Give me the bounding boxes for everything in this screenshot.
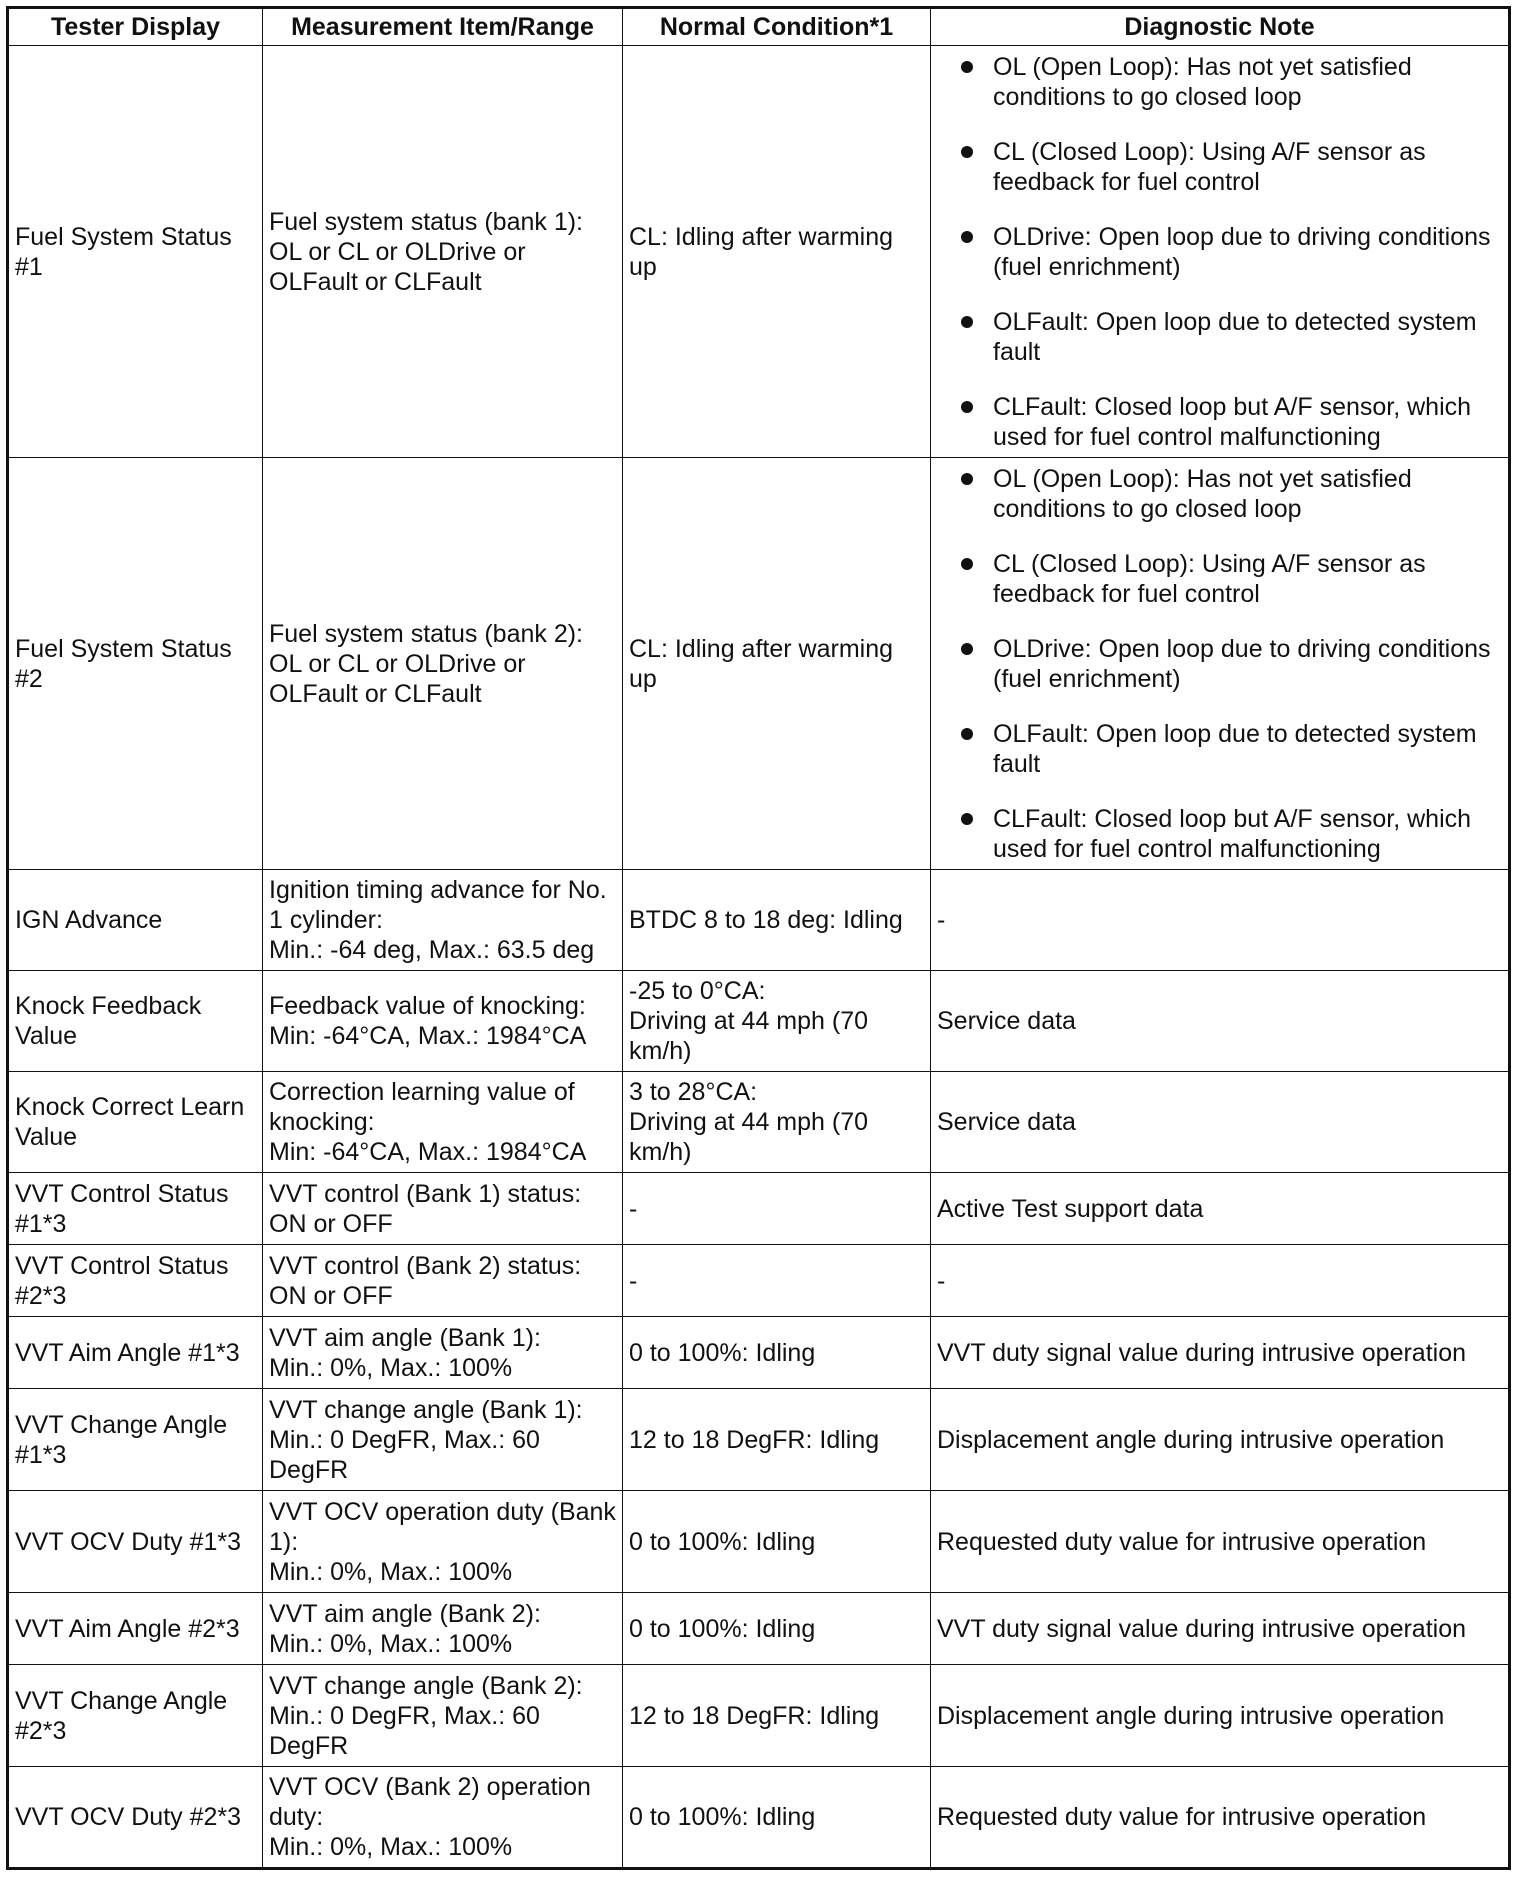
diagnostic-note-item: [937, 719, 1502, 779]
cell-tester-display-text: VVT Aim Angle #2*3: [15, 1614, 240, 1643]
cell-normal-condition: [623, 1173, 931, 1245]
cell-measurement-text: VVT change angle (Bank 2): Min.: 0 DegFR, Max.: 60 DegFR: [269, 1671, 583, 1760]
cell-normal-condition: [623, 458, 931, 870]
cell-normal-condition-text: -25 to 0°CA: Driving at 44 mph (70 km/h): [629, 977, 869, 1065]
cell-tester-display-text: Knock Feedback Value: [15, 992, 202, 1050]
cell-tester-display-text: VVT OCV Duty #2*3: [15, 1803, 242, 1831]
diagnostic-note-item: [937, 307, 1502, 367]
cell-measurement: [263, 46, 623, 458]
tester-data-table: [6, 6, 1511, 1870]
cell-normal-condition-text: CL: Idling after warming up: [629, 222, 894, 281]
cell-normal-condition-text: 12 to 18 DegFR: Idling: [629, 1425, 880, 1454]
cell-measurement: [263, 1593, 623, 1665]
document-page: [6, 6, 1508, 1870]
cell-normal-condition-text: 0 to 100%: Idling: [629, 1614, 816, 1643]
cell-measurement-text: VVT aim angle (Bank 1): Min.: 0%, Max.: 100%: [269, 1323, 541, 1382]
cell-normal-condition: [623, 1491, 931, 1593]
cell-normal-condition-text: -: [629, 1266, 638, 1295]
cell-tester-display: [8, 870, 263, 971]
cell-tester-display: [8, 1593, 263, 1665]
bullet-icon: [961, 728, 973, 740]
cell-diagnostic-note-text: Active Test support data: [937, 1194, 1204, 1223]
cell-tester-display: [8, 1665, 263, 1767]
cell-normal-condition-text: 12 to 18 DegFR: Idling: [629, 1701, 880, 1730]
cell-tester-display-text: Knock Correct Learn Value: [15, 1093, 245, 1151]
table-row: [8, 46, 1510, 458]
bullet-icon: [961, 813, 973, 825]
cell-measurement-text: VVT OCV (Bank 2) operation duty: Min.: 0%, Max.: 100%: [269, 1773, 591, 1861]
diagnostic-note-text: OLFault: Open loop due to detected system fault: [993, 719, 1477, 778]
cell-normal-condition: [623, 1317, 931, 1389]
table-row: [8, 1317, 1510, 1389]
bullet-icon: [961, 231, 973, 243]
column-header-measurement: Measurement Item/Range: [263, 8, 623, 46]
cell-tester-display: [8, 1767, 263, 1869]
diagnostic-note-item: [937, 804, 1502, 864]
cell-diagnostic-note: [931, 1389, 1510, 1491]
cell-normal-condition: [623, 1072, 931, 1173]
diagnostic-note-item: [937, 52, 1502, 112]
cell-normal-condition: [623, 971, 931, 1072]
cell-tester-display-text: IGN Advance: [15, 906, 163, 934]
bullet-icon: [961, 316, 973, 328]
cell-diagnostic-note-text: -: [937, 906, 946, 934]
table-row: [8, 1593, 1510, 1665]
column-header-normal-condition: Normal Condition*1: [623, 8, 931, 46]
cell-tester-display: [8, 1173, 263, 1245]
cell-tester-display-text: Fuel System Status #1: [15, 222, 232, 281]
cell-tester-display-text: VVT Control Status #1*3: [15, 1179, 229, 1238]
diagnostic-note-item: [937, 137, 1502, 197]
cell-tester-display: [8, 971, 263, 1072]
cell-tester-display: [8, 1491, 263, 1593]
cell-tester-display-text: VVT Control Status #2*3: [15, 1251, 229, 1310]
cell-measurement: [263, 1245, 623, 1317]
cell-normal-condition-text: -: [629, 1194, 638, 1223]
cell-measurement-text: Fuel system status (bank 1): OL or CL or OLDrive or OLFault or CLFault: [269, 207, 584, 296]
cell-measurement: [263, 971, 623, 1072]
cell-tester-display-text: VVT OCV Duty #1*3: [15, 1527, 242, 1556]
cell-measurement: [263, 1173, 623, 1245]
bullet-icon: [961, 401, 973, 413]
cell-measurement-text: VVT control (Bank 1) status: ON or OFF: [269, 1179, 582, 1238]
cell-diagnostic-note-text: Displacement angle during intrusive operation: [937, 1425, 1445, 1454]
cell-measurement: [263, 1665, 623, 1767]
cell-measurement-text: VVT control (Bank 2) status: ON or OFF: [269, 1251, 582, 1310]
cell-tester-display: [8, 1389, 263, 1491]
table-row: [8, 1072, 1510, 1173]
table-row: [8, 458, 1510, 870]
cell-diagnostic-note-text: Service data: [937, 1007, 1076, 1035]
cell-diagnostic-note-text: Displacement angle during intrusive operation: [937, 1701, 1445, 1730]
table-row: [8, 870, 1510, 971]
diagnostic-note-list: [937, 462, 1502, 866]
cell-normal-condition: [623, 1665, 931, 1767]
cell-measurement-text: Fuel system status (bank 2): OL or CL or OLDrive or OLFault or CLFault: [269, 619, 584, 708]
bullet-icon: [961, 558, 973, 570]
bullet-icon: [961, 473, 973, 485]
column-header-diagnostic-note: Diagnostic Note: [931, 8, 1510, 46]
cell-tester-display-text: Fuel System Status #2: [15, 634, 232, 693]
diagnostic-note-item: [937, 634, 1502, 694]
cell-tester-display: [8, 1072, 263, 1173]
cell-diagnostic-note: [931, 458, 1510, 870]
table-row: [8, 1665, 1510, 1767]
cell-measurement: [263, 1767, 623, 1869]
cell-diagnostic-note: [931, 1072, 1510, 1173]
cell-measurement: [263, 1317, 623, 1389]
cell-diagnostic-note-text: VVT duty signal value during intrusive operation: [937, 1614, 1467, 1643]
cell-diagnostic-note: [931, 1491, 1510, 1593]
cell-normal-condition-text: 0 to 100%: Idling: [629, 1338, 816, 1367]
cell-diagnostic-note: [931, 1767, 1510, 1869]
cell-diagnostic-note-text: -: [937, 1266, 946, 1295]
cell-normal-condition: [623, 1593, 931, 1665]
table-row: [8, 1767, 1510, 1869]
cell-normal-condition: [623, 1767, 931, 1869]
diagnostic-note-text: CL (Closed Loop): Using A/F sensor as feedback for fuel control: [993, 137, 1426, 196]
cell-normal-condition-text: CL: Idling after warming up: [629, 634, 894, 693]
diagnostic-note-item: [937, 222, 1502, 282]
cell-diagnostic-note-text: VVT duty signal value during intrusive operation: [937, 1338, 1467, 1367]
cell-diagnostic-note: [931, 1593, 1510, 1665]
table-header-row: [8, 8, 1510, 46]
cell-normal-condition: [623, 1245, 931, 1317]
diagnostic-note-text: CLFault: Closed loop but A/F sensor, which used for fuel control malfunctioning: [993, 804, 1472, 863]
diagnostic-note-text: CL (Closed Loop): Using A/F sensor as feedback for fuel control: [993, 549, 1426, 608]
cell-diagnostic-note: [931, 46, 1510, 458]
cell-measurement: [263, 1491, 623, 1593]
cell-diagnostic-note: [931, 1173, 1510, 1245]
cell-tester-display: [8, 1245, 263, 1317]
diagnostic-note-item: [937, 464, 1502, 524]
column-header-tester-display: Tester Display: [8, 8, 263, 46]
cell-measurement-text: VVT change angle (Bank 1): Min.: 0 DegFR, Max.: 60 DegFR: [269, 1395, 583, 1484]
cell-tester-display-text: VVT Change Angle #1*3: [15, 1410, 228, 1469]
bullet-icon: [961, 146, 973, 158]
cell-normal-condition: [623, 46, 931, 458]
cell-normal-condition-text: 3 to 28°CA: Driving at 44 mph (70 km/h): [629, 1078, 869, 1166]
cell-tester-display: [8, 458, 263, 870]
cell-diagnostic-note-text: Requested duty value for intrusive operation: [937, 1803, 1427, 1831]
cell-measurement-text: Feedback value of knocking: Min: -64°CA, Max.: 1984°CA: [269, 992, 587, 1050]
table-row: [8, 1245, 1510, 1317]
diagnostic-note-text: OLDrive: Open loop due to driving conditions (fuel enrichment): [993, 222, 1491, 281]
diagnostic-note-item: [937, 549, 1502, 609]
cell-diagnostic-note-text: Service data: [937, 1108, 1076, 1136]
cell-diagnostic-note: [931, 870, 1510, 971]
cell-diagnostic-note: [931, 971, 1510, 1072]
diagnostic-note-text: CLFault: Closed loop but A/F sensor, which used for fuel control malfunctioning: [993, 392, 1472, 451]
bullet-icon: [961, 643, 973, 655]
cell-diagnostic-note: [931, 1317, 1510, 1389]
table-body: [8, 46, 1510, 1869]
cell-measurement-text: VVT OCV operation duty (Bank 1): Min.: 0%, Max.: 100%: [269, 1497, 616, 1586]
table-row: [8, 1389, 1510, 1491]
cell-tester-display-text: VVT Aim Angle #1*3: [15, 1338, 240, 1367]
cell-tester-display: [8, 1317, 263, 1389]
cell-measurement-text: VVT aim angle (Bank 2): Min.: 0%, Max.: 100%: [269, 1599, 541, 1658]
cell-measurement-text: Correction learning value of knocking: Min: -64°CA, Max.: 1984°CA: [269, 1078, 587, 1166]
cell-normal-condition-text: BTDC 8 to 18 deg: Idling: [629, 906, 903, 934]
table-row: [8, 971, 1510, 1072]
table-row: [8, 1173, 1510, 1245]
diagnostic-note-list: [937, 50, 1502, 454]
diagnostic-note-text: OL (Open Loop): Has not yet satisfied conditions to go closed loop: [993, 464, 1412, 523]
diagnostic-note-text: OLDrive: Open loop due to driving conditions (fuel enrichment): [993, 634, 1491, 693]
cell-tester-display-text: VVT Change Angle #2*3: [15, 1686, 228, 1745]
diagnostic-note-item: [937, 392, 1502, 452]
cell-diagnostic-note: [931, 1245, 1510, 1317]
cell-measurement: [263, 870, 623, 971]
table-row: [8, 1491, 1510, 1593]
cell-normal-condition-text: 0 to 100%: Idling: [629, 1527, 816, 1556]
cell-normal-condition: [623, 870, 931, 971]
cell-measurement-text: Ignition timing advance for No. 1 cylinder: Min.: -64 deg, Max.: 63.5 deg: [269, 876, 607, 964]
bullet-icon: [961, 61, 973, 73]
diagnostic-note-text: OLFault: Open loop due to detected system fault: [993, 307, 1477, 366]
cell-diagnostic-note-text: Requested duty value for intrusive operation: [937, 1527, 1427, 1556]
cell-tester-display: [8, 46, 263, 458]
cell-normal-condition: [623, 1389, 931, 1491]
diagnostic-note-text: OL (Open Loop): Has not yet satisfied conditions to go closed loop: [993, 52, 1412, 111]
cell-normal-condition-text: 0 to 100%: Idling: [629, 1803, 816, 1831]
cell-measurement: [263, 458, 623, 870]
cell-measurement: [263, 1389, 623, 1491]
cell-measurement: [263, 1072, 623, 1173]
cell-diagnostic-note: [931, 1665, 1510, 1767]
